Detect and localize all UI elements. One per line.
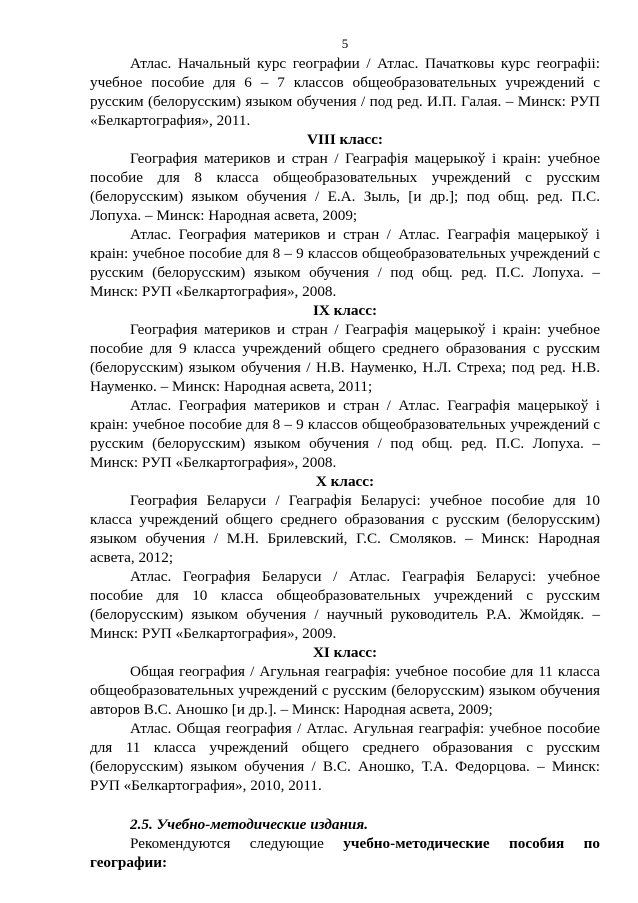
grade-heading: XI класс:	[312, 644, 378, 661]
bibliography-entry: Атлас. Начальный курс географии / Атлас. Пачатковы курс географіі: учебное пособие для 6 – 7 классов общеобразовательных учреждений с русским (белорусским) языком обучения / под ред. И.П. Галая. – Минск: РУП «Белкартография», 2011.	[90, 55, 600, 129]
section-intro-bold: учебно-методические пособия по географии:	[90, 835, 600, 871]
bibliography-entry: География Беларуси / Геаграфія Беларусі: учебное пособие для 10 класса учреждений общего среднего образования с русским (белорусским) языком обучения / М.Н. Брилевский, Г.С. Смоляков. – Минск: Народная асвета, 2012;	[90, 492, 600, 566]
bibliography-entry: География материков и стран / Геаграфія мацерыкоў і краін: учебное пособие для 9 класса учреждений общего среднего образования с русским (белорусским) языком обучения / Н.В. Науменко, Н.Л. Стреха; под ред. Н.В. Науменко. – Минск: Народная асвета, 2011;	[90, 321, 600, 395]
bibliography-entry: Атлас. География материков и стран / Атлас. Геаграфія мацерыкоў і краін: учебное пособие для 8 – 9 классов общеобразовательных учреждений с русским (белорусским) языком обучения / под общ. ред. П.С. Лопуха. – Минск: РУП «Белкартография», 2008.	[90, 397, 600, 471]
grade-heading: VIII класс:	[307, 131, 383, 148]
document-page	[90, 36, 600, 872]
section-title: 2.5. Учебно-методические издания.	[130, 816, 368, 833]
bibliography-entry: Общая география / Агульная геаграфія: учебное пособие для 11 класса общеобразовательных учреждений с русским (белорусским) языком обучения авторов В.С. Аношко [и др.]. – Минск: Народная асвета, 2009;	[90, 663, 600, 718]
section-intro-text: Рекомендуются следующие	[130, 835, 344, 852]
section-intro	[90, 834, 600, 872]
bibliography-entry: Атлас. География материков и стран / Атлас. Геаграфія мацерыкоў і краін: учебное пособие для 8 – 9 классов общеобразовательных учреждений с русским (белорусским) языком обучения / под общ. ред. П.С. Лопуха. – Минск: РУП «Белкартография», 2008.	[90, 226, 600, 300]
bibliography-entry: Атлас. География Беларуси / Атлас. Геаграфія Беларусі: учебное пособие для 10 класса общеобразовательных учреждений с русским (белорусским) языком обучения / научный руководитель Р.А. Жмойдяк. – Минск: РУП «Белкартография», 2009.	[90, 568, 600, 642]
page-number: 5	[341, 36, 349, 51]
document-body	[90, 54, 600, 795]
grade-heading: IX класс:	[312, 302, 378, 319]
bibliography-entry: Атлас. Общая география / Атлас. Агульная геаграфія: учебное пособие для 11 класса учреждений общего среднего образования с русским (белорусским) языком обучения / В.С. Аношко, Т.А. Федорцова. – Минск: РУП «Белкартография», 2010, 2011.	[90, 720, 600, 794]
bibliography-entry: География материков и стран / Геаграфія мацерыкоў і краін: учебное пособие для 8 класса общеобразовательных учреждений с русским (белорусским) языком обучения / Е.А. Зыль, [и др.]; под общ. ред. П.С. Лопуха. – Минск: Народная асвета, 2009;	[90, 150, 600, 224]
grade-heading: X класс:	[315, 473, 375, 490]
